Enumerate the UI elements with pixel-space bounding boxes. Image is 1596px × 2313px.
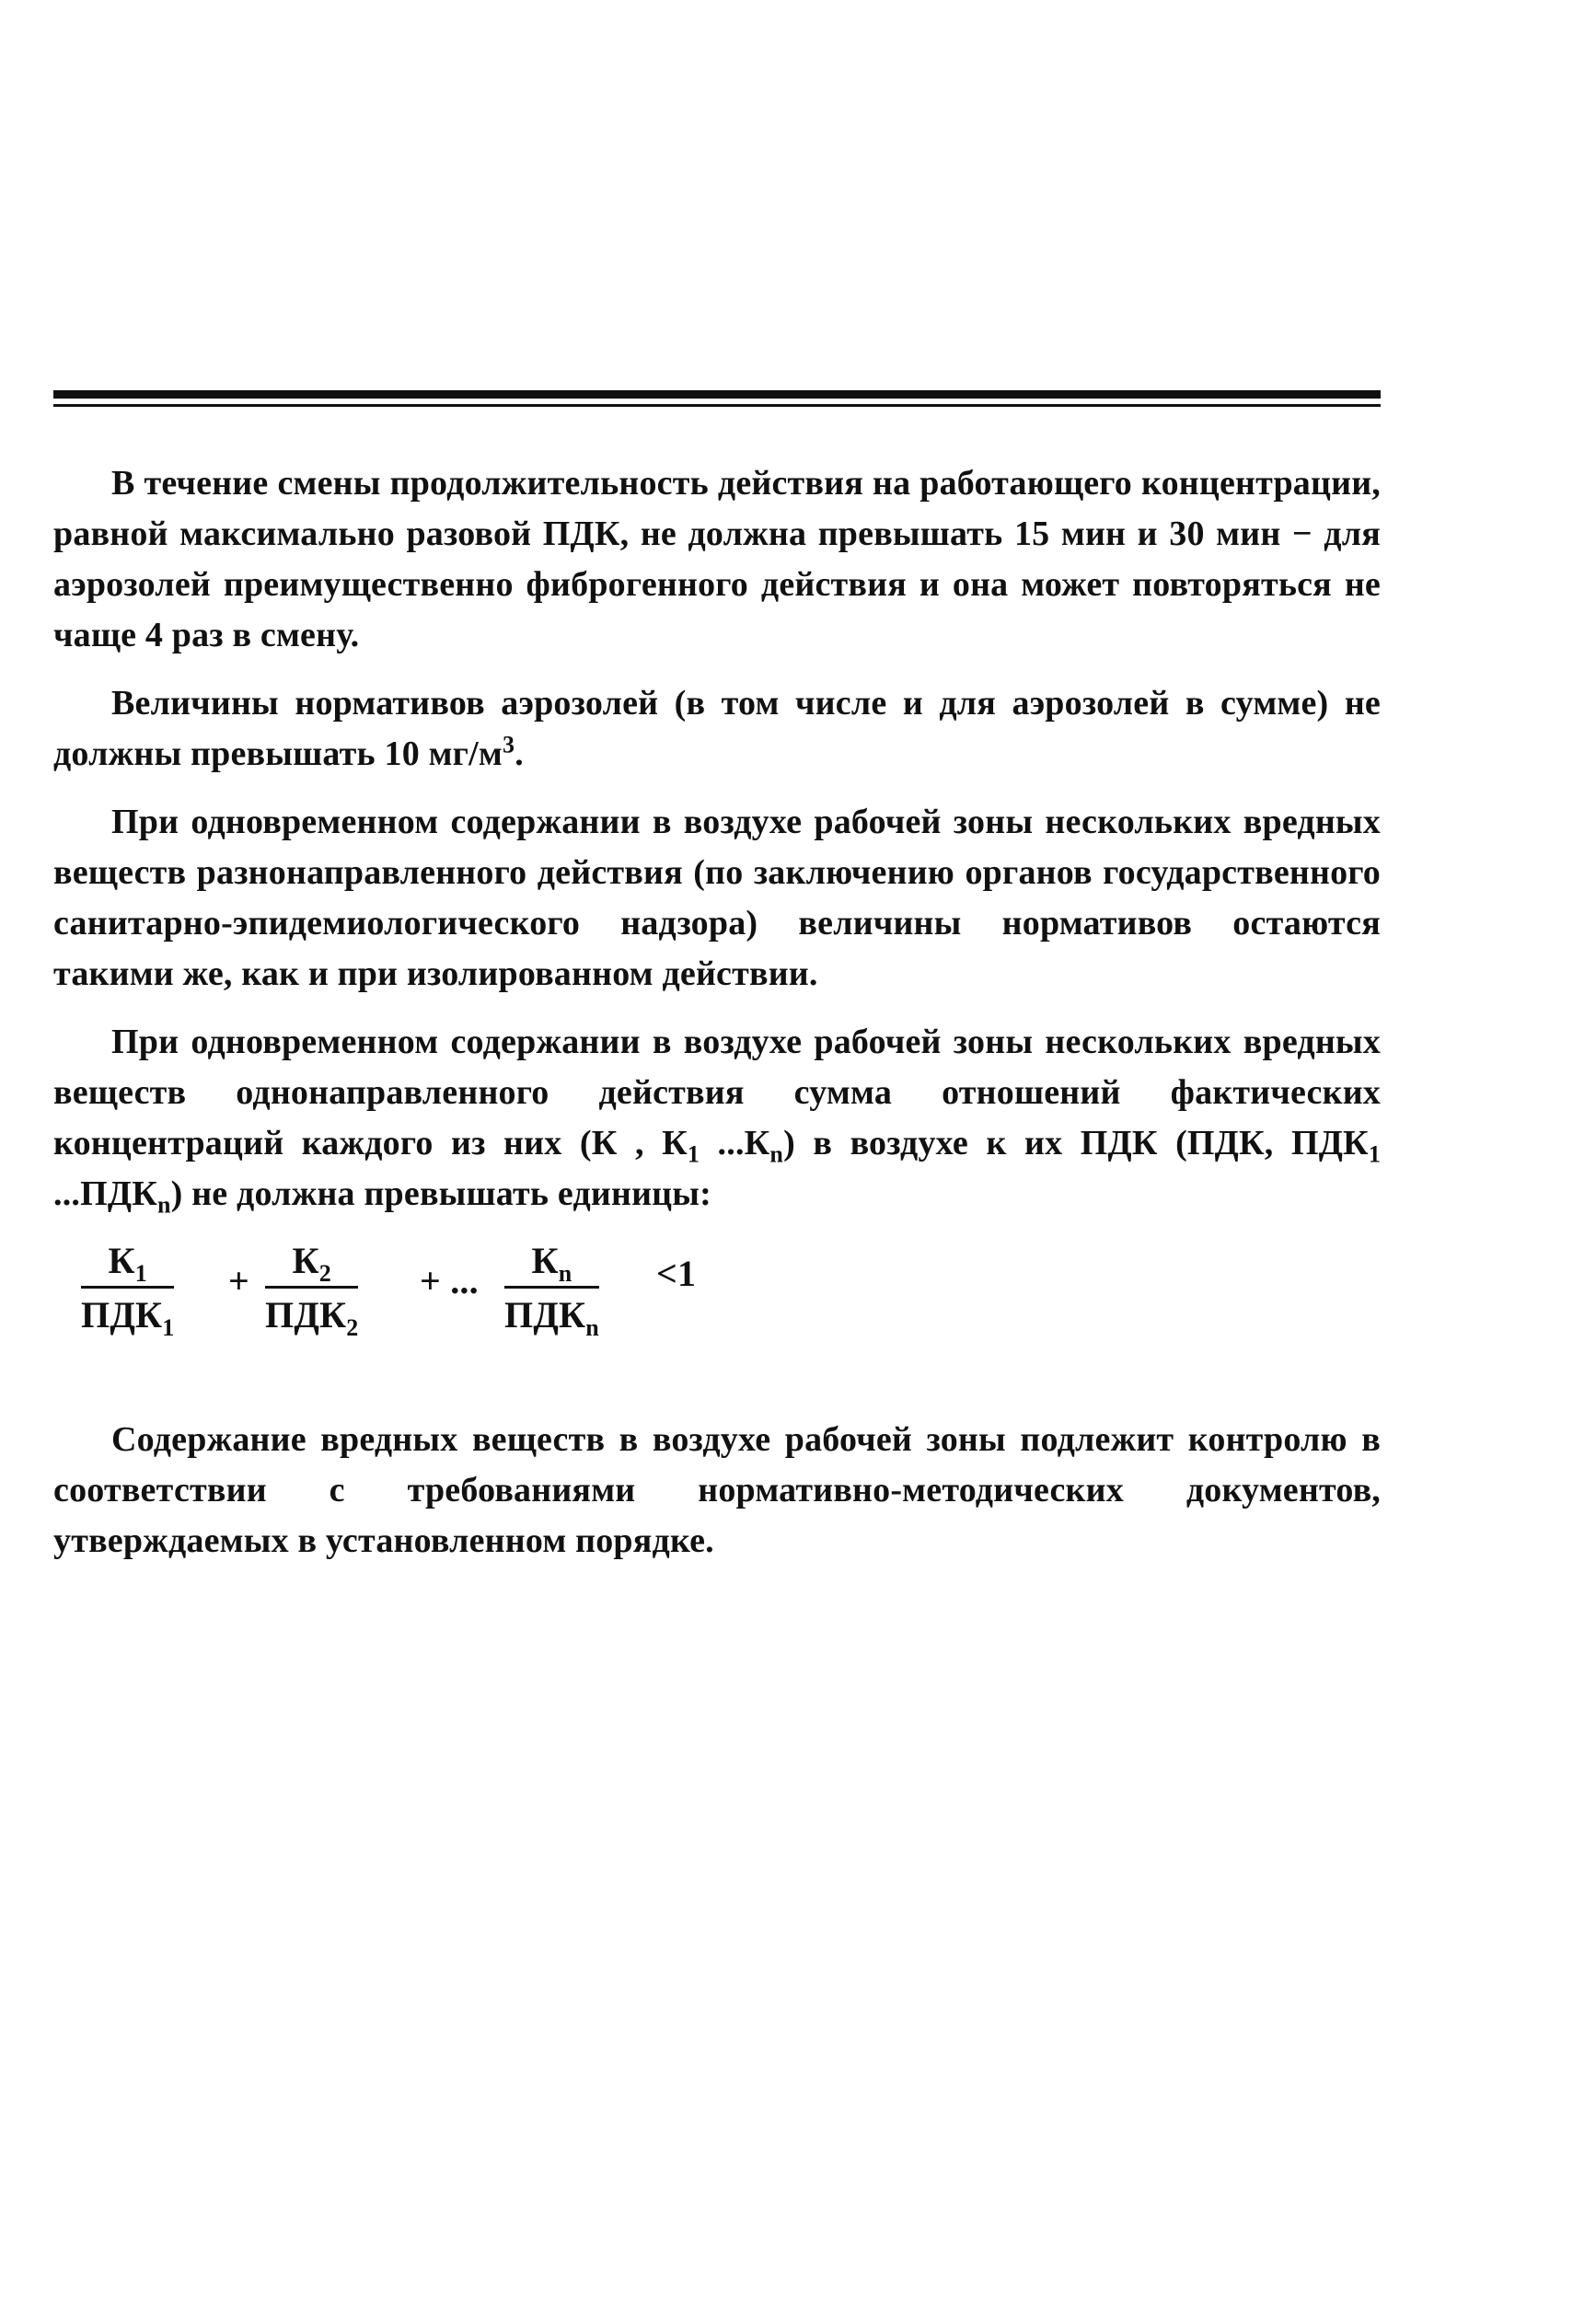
fraction-2-numerator: $К_2$ xyxy=(265,1240,358,1289)
fraction-n xyxy=(504,1240,599,1341)
plus-sign-1: + xyxy=(228,1260,249,1301)
inequality-sign: <1 xyxy=(656,1253,697,1294)
body-text xyxy=(53,458,1381,1584)
fraction-1 xyxy=(81,1240,175,1341)
paragraph-multidirectional: При одновременном содержании в воздухе рабочей зоны нескольких вредных веществ разнонаправленного действия (по заключению органов государственного санитарно-эпидемиологического надзора) величины нормативов остаются такими же, как и при изолированном действии. xyxy=(53,803,1381,993)
fraction-2 xyxy=(265,1240,359,1341)
paragraph-shift-duration: В течение смены продолжительность действия на работающего концентрации, равной максимально разовой ПДК, не должна превышать 15 мин и 30 мин − для аэрозолей преимущественно фиброгенного действия и она может повторяться не чаще 4 раз в смену. xyxy=(53,464,1381,654)
fraction-1-denominator: $ПДК_1$ xyxy=(81,1294,175,1341)
header-rule xyxy=(53,390,1381,407)
paragraph-unidirectional: При одновременном содержании в воздухе рабочей зоны нескольких вредных веществ однонаправленного действия сумма отношений фактических концентраций каждого из них (К , $К_1$ $...К_n$) в воздухе к их ПДК (ПДК, $ПДК_1$ $...ПДК_n$) не должна превышать единицы: xyxy=(53,1023,1382,1219)
paragraph-aerosol-limit: Величины нормативов аэрозолей (в том числе и для аэрозолей в сумме) не должны превышать 10 $мг/м^3$. xyxy=(53,684,1381,773)
header-rule-thick xyxy=(53,390,1381,399)
fraction-n-denominator: $ПДК_n$ xyxy=(504,1294,599,1341)
plus-ellipsis: + ... xyxy=(420,1260,479,1301)
fraction-1-numerator: $К_1$ xyxy=(81,1240,174,1289)
summation-formula xyxy=(81,1240,1381,1378)
header-rule-thin xyxy=(53,404,1381,407)
fraction-2-denominator: $ПДК_2$ xyxy=(265,1294,359,1341)
fraction-n-numerator: $К_n$ xyxy=(504,1240,599,1289)
paragraph-control: Содержание вредных веществ в воздухе рабочей зоны подлежит контролю в соответствии с требованиями нормативно-методических документов, утверждаемых в установленном порядке. xyxy=(53,1420,1381,1560)
